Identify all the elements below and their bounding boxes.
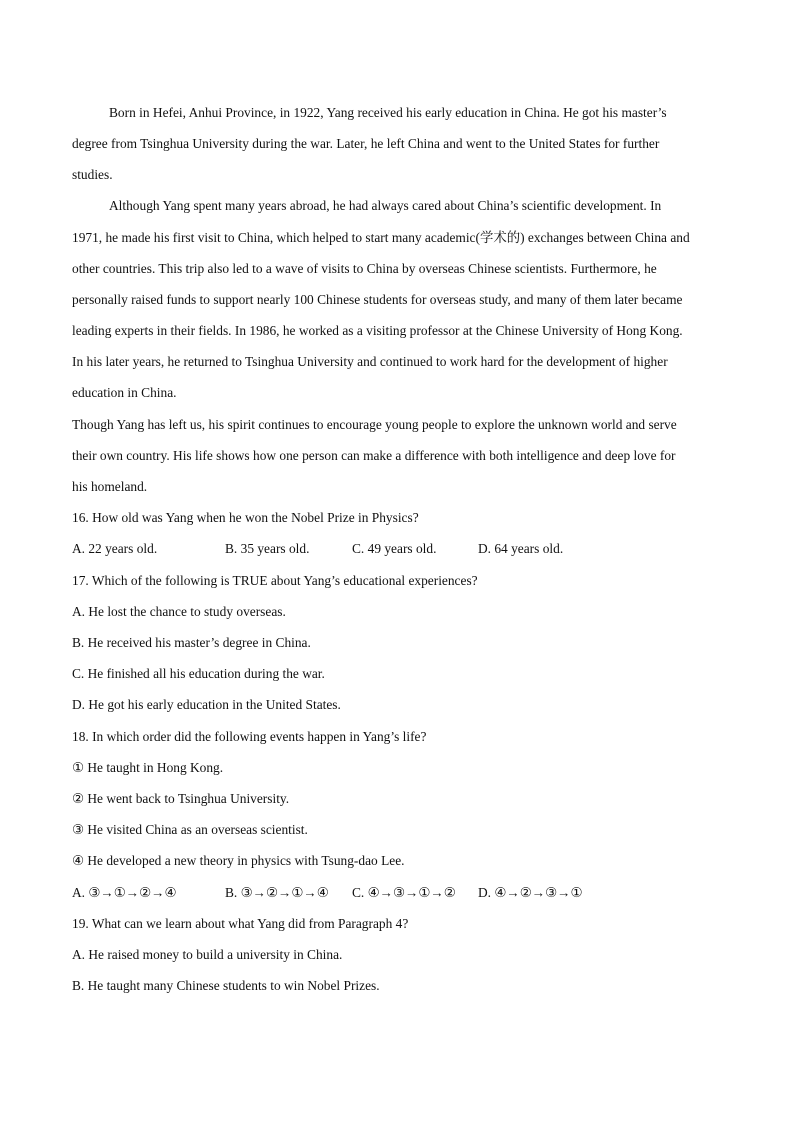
- question-18-event-3: ③ He visited China as an overseas scientist.: [72, 822, 308, 837]
- question-17-option-c: C. He finished all his education during the war.: [72, 666, 325, 681]
- question-16-option-b: B. 35 years old.: [225, 541, 310, 556]
- question-16-stem: 16. How old was Yang when he won the Nobel Prize in Physics?: [72, 510, 419, 525]
- passage-p1-line-2: degree from Tsinghua University during the war. Later, he left China and went to the United States for further: [72, 136, 660, 151]
- passage-p2-line-3: other countries. This trip also led to a wave of visits to China by overseas Chinese scientists. Furthermore, he: [72, 261, 657, 276]
- question-17-stem: 17. Which of the following is TRUE about Yang’s educational experiences?: [72, 573, 478, 588]
- passage-p1-line-1: Born in Hefei, Anhui Province, in 1922, Yang received his early education in China. He got his master’s: [109, 105, 667, 120]
- passage-p2-line-2: 1971, he made his first visit to China, which helped to start many academic(学术的) exchanges between China and: [72, 230, 690, 245]
- passage-p2-line-4: personally raised funds to support nearly 100 Chinese students for overseas study, and many of them later became: [72, 292, 683, 307]
- passage-p2-line-6: In his later years, he returned to Tsinghua University and continued to work hard for the development of higher: [72, 354, 668, 369]
- question-19-stem: 19. What can we learn about what Yang did from Paragraph 4?: [72, 916, 409, 931]
- question-18-event-4: ④ He developed a new theory in physics with Tsung-dao Lee.: [72, 853, 405, 868]
- question-17-option-b: B. He received his master’s degree in China.: [72, 635, 311, 650]
- question-19-option-b: B. He taught many Chinese students to win Nobel Prizes.: [72, 978, 380, 993]
- question-18-option-a: A. ③→①→②→④: [72, 885, 177, 900]
- passage-p2-line-7: education in China.: [72, 385, 177, 400]
- question-18-stem: 18. In which order did the following events happen in Yang’s life?: [72, 729, 427, 744]
- question-17-option-d: D. He got his early education in the United States.: [72, 697, 341, 712]
- passage-p1-line-3: studies.: [72, 167, 113, 182]
- question-18-option-c: C. ④→③→①→②: [352, 885, 456, 900]
- passage-p3-line-2: their own country. His life shows how one person can make a difference with both intelligence and deep love for: [72, 448, 676, 463]
- question-16-option-d: D. 64 years old.: [478, 541, 564, 556]
- question-18-event-2: ② He went back to Tsinghua University.: [72, 791, 290, 806]
- passage-p3-line-1: Though Yang has left us, his spirit continues to encourage young people to explore the unknown world and serve: [72, 417, 677, 432]
- passage-p2-line-5: leading experts in their fields. In 1986, he worked as a visiting professor at the Chinese University of Hong Kong.: [72, 323, 683, 338]
- question-18-option-b: B. ③→②→①→④: [225, 885, 329, 900]
- question-18-option-d: D. ④→②→③→①: [478, 885, 583, 900]
- question-19-option-a: A. He raised money to build a university in China.: [72, 947, 343, 962]
- question-17-option-a: A. He lost the chance to study overseas.: [72, 604, 286, 619]
- question-16-option-c: C. 49 years old.: [352, 541, 437, 556]
- question-16-option-a: A. 22 years old.: [72, 541, 158, 556]
- passage-p3-line-3: his homeland.: [72, 479, 148, 494]
- passage-p2-line-1: Although Yang spent many years abroad, he had always cared about China’s scientific development. In: [109, 198, 662, 213]
- question-18-event-1: ① He taught in Hong Kong.: [72, 760, 224, 775]
